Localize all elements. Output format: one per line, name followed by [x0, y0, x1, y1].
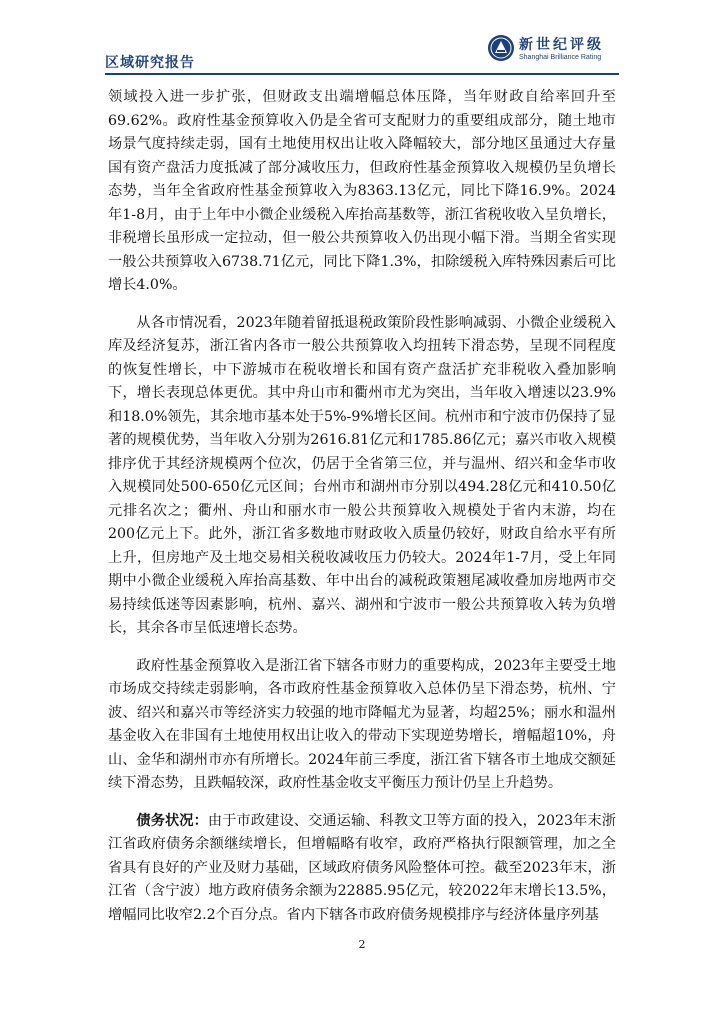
paragraph-debt-status — [108, 810, 616, 928]
brilliance-emblem-icon — [487, 34, 515, 62]
header-divider — [105, 73, 619, 75]
debt-status-label: 债务状况： — [136, 812, 208, 829]
paragraph-fiscal-overview: 领域投入进一步扩张，但财政支出端增幅总体压降，当年财政自给率回升至69.62%。政府性基金预算收入仍是全省可支配财力的重要组成部分，随土地市场景气度持续走弱，国有土地使用权出让收入降幅较大，部分地区虽通过大存量国有资产盘活力度抵减了部分减收压力，但政府性基金预算收入规模仍呈负增长态势，当年全省政府性基金预算收入为8363.13亿元，同比下降16.9%。2024年1-8月，由于上年中小微企业缓税入库抬高基数等，浙江省税收收入呈负增长，非税增长虽形成一定拉动，但一般公共预算收入仍出现小幅下滑。当期全省实现一般公共预算收入6738.71亿元，同比下降1.3%，扣除缓税入库特殊因素后可比增长4.0%。 — [108, 89, 616, 293]
logo-english-name: Shanghai Brilliance Rating — [519, 54, 602, 61]
company-logo — [487, 32, 619, 66]
page-header — [105, 30, 619, 70]
paragraph-fund-revenue: 政府性基金预算收入是浙江省下辖各市财力的重要构成，2023年主要受土地市场成交持续走弱影响，各市政府性基金预算收入总体仍呈下滑态势，杭州、宁波、绍兴和嘉兴市等经济实力较强的地市降幅尤为显著，均超25%；丽水和温州基金收入在非国有土地使用权出让收入的带动下实现逆势增长，增幅超10%，舟山、金华和湖州市亦有所增长。2024年前三季度，浙江省下辖各市土地成交额延续下滑态势，且跌幅较深，政府性基金收支平衡压力预计仍呈上升趋势。 — [108, 657, 616, 791]
logo-chinese-name: 新世纪评级 — [519, 37, 604, 53]
page-number: 2 — [358, 938, 366, 951]
report-title: 区域研究报告 — [105, 55, 195, 71]
report-body — [108, 86, 616, 941]
debt-status-text: 由于市政建设、交通运输、科教文卫等方面的投入，2023年末浙江省政府债务余额继续增长，但增幅略有收窄，政府严格执行限额管理，加之全省具有良好的产业及财力基础，区域政府债务风险整体可控。截至2023年末，浙江省（含宁波）地方政府债务余额为22885.95亿元，较2022年末增长13.5%，增幅同比收窄2.2个百分点。省内下辖各市政府债务规模排序与经济体量序列基 — [108, 812, 616, 923]
paragraph-city-revenue: 从各市情况看，2023年随着留抵退税政策阶段性影响减弱、小微企业缓税入库及经济复苏，浙江省内各市一般公共预算收入均扭转下滑态势，呈现不同程度的恢复性增长，中下游城市在税收增长和国有资产盘活扩充非税收入叠加影响下，增长表现总体更优。其中舟山市和衢州市尤为突出，当年收入增速以23.9%和18.0%领先，其余地市基本处于5%-9%增长区间。杭州市和宁波市仍保持了显著的规模优势，当年收入分别为2616.81亿元和1785.86亿元；嘉兴市收入规模排序优于其经济规模两个位次，仍居于全省第三位，并与温州、绍兴和金华市收入规模同处500-650亿元区间；台州市和湖州市分别以494.28亿元和410.50亿元排名次之；衢州、舟山和丽水市一般公共预算收入规模处于省内末游，均在200亿元上下。此外，浙江省多数地市财政收入质量仍较好，财政自给水平有所上升，但房地产及土地交易相关税收减收压力仍较大。2024年1-7月，受上年同期中小微企业缓税入库抬高基数、年中出台的减税政策翘尾减收叠加房地两市交易持续低迷等因素影响，杭州、嘉兴、湖州和宁波市一般公共预算收入转为负增长，其余各市呈低速增长态势。 — [108, 314, 616, 636]
